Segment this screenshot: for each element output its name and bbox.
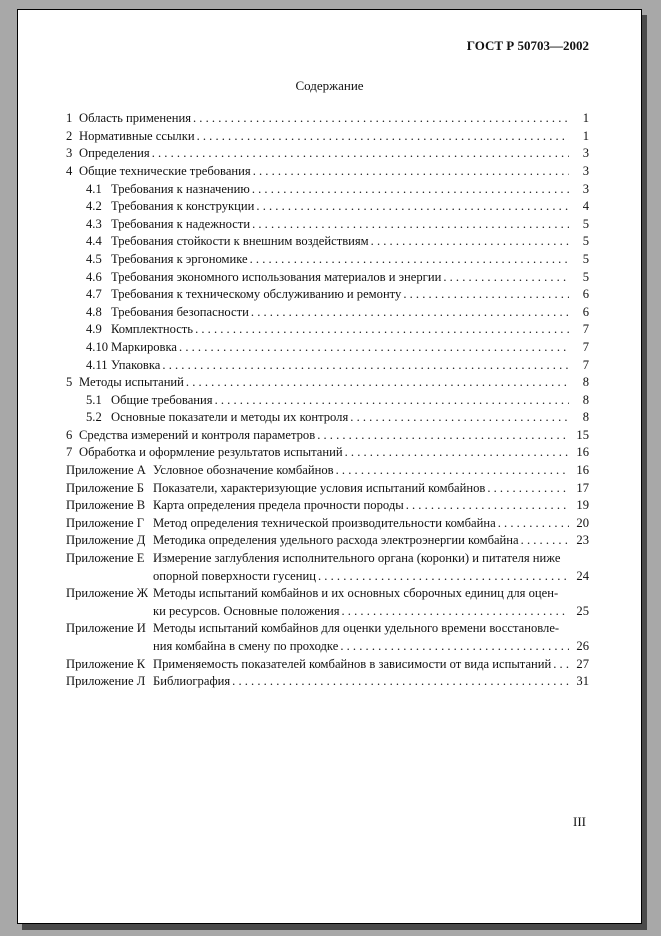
toc-entry-body	[79, 427, 589, 445]
toc-entry-page: 19	[576, 498, 589, 513]
dot-leader	[197, 128, 569, 146]
toc-entry-label: Методы испытаний комбайнов и их основных сборочных единиц для оцен-	[153, 586, 559, 601]
dot-leader	[195, 321, 569, 339]
toc-entry	[66, 392, 589, 410]
toc-entry	[66, 339, 589, 357]
toc-entry-body	[79, 145, 589, 163]
dot-leader	[553, 656, 569, 674]
toc-entry-body	[111, 339, 589, 357]
toc-entry-number: Приложение Д	[66, 533, 146, 548]
toc-entry	[66, 462, 589, 480]
toc-entry	[66, 321, 589, 339]
toc-entry-label: Требования к надежности	[111, 216, 251, 231]
toc-entry-number: Приложение Л	[66, 674, 146, 689]
toc-entry-label: Общие технические требования	[79, 163, 251, 178]
toc-entry-label: Методы испытаний	[79, 375, 184, 390]
toc-entry-number: 4.11	[86, 357, 108, 372]
dot-leader	[336, 462, 569, 480]
toc-entry-page: 27	[576, 656, 589, 671]
toc-entry-label: Средства измерений и контроля параметров	[79, 427, 316, 442]
toc-entry-body	[153, 462, 589, 480]
toc-entry-page: 16	[576, 445, 589, 460]
dot-leader	[406, 497, 569, 515]
toc-entry-body	[79, 110, 589, 128]
dot-leader	[215, 392, 569, 410]
toc-entry	[66, 374, 589, 392]
toc-entry-body	[111, 269, 589, 287]
toc-entry-page: 6	[582, 287, 589, 302]
toc-entry-body	[153, 673, 589, 691]
toc-entry-body	[79, 128, 589, 146]
toc-entry-label: Условное обозначение комбайнов	[153, 463, 334, 478]
toc-entry-label: Общие требования	[111, 392, 213, 407]
toc-entry-number: Приложение А	[66, 463, 146, 478]
toc-entry	[66, 585, 589, 620]
toc-entry-number: 4.1	[86, 181, 102, 196]
toc-entry-body	[111, 251, 589, 269]
toc-entry-label: Требования к конструкции	[111, 199, 255, 214]
toc-entry-body	[111, 392, 589, 410]
toc-entry	[66, 673, 589, 691]
toc-entry-label: Применяемость показателей комбайнов в зависимости от вида испытаний	[153, 656, 552, 671]
dot-leader	[250, 251, 569, 269]
toc-entry-number: 5.1	[86, 392, 102, 407]
dot-leader	[345, 444, 569, 462]
toc-entry-body	[153, 480, 589, 498]
dot-leader	[521, 532, 569, 550]
dot-leader	[179, 339, 569, 357]
toc-entry-label: Метод определения технической производительности комбайна	[153, 515, 496, 530]
toc-entry-label: Нормативные ссылки	[79, 128, 195, 143]
toc-entry	[66, 286, 589, 304]
toc-entry-label: Показатели, характеризующие условия испытаний комбайнов	[153, 480, 486, 495]
toc-entry-number: 4	[66, 163, 73, 178]
toc-entry-page: 23	[576, 533, 589, 548]
toc-entry-label-continued: опорной поверхности гусениц	[153, 568, 316, 583]
toc-entry-number: Приложение И	[66, 621, 146, 636]
toc-entry-body	[111, 198, 589, 216]
toc-entry-number: Приложение Е	[66, 551, 145, 566]
toc-entry	[66, 550, 589, 585]
dot-leader	[350, 409, 569, 427]
toc-entry-page: 5	[582, 269, 589, 284]
toc-entry-page: 17	[576, 480, 589, 495]
toc-entry-body	[111, 286, 589, 304]
toc-entry-body	[153, 497, 589, 515]
toc-entry	[66, 145, 589, 163]
toc-entry	[66, 656, 589, 674]
toc-entry-number: 7	[66, 445, 73, 460]
dot-leader	[251, 304, 569, 322]
toc-entry-page: 20	[576, 515, 589, 530]
toc-entry-number: 5	[66, 375, 73, 390]
dot-leader	[403, 286, 569, 304]
toc-entry-label: Маркировка	[111, 339, 178, 354]
toc-entry-label: Библиография	[153, 674, 231, 689]
toc-entry-label: Требования стойкости к внешним воздействиям	[111, 234, 369, 249]
toc-entry	[66, 620, 589, 655]
toc-entry-page: 5	[582, 216, 589, 231]
document-page	[17, 9, 642, 924]
toc-entry-number: Приложение Б	[66, 480, 144, 495]
toc-list	[66, 110, 589, 691]
toc-entry-number: 4.6	[86, 269, 102, 284]
toc-entry-page: 3	[582, 181, 589, 196]
toc-entry-page: 7	[582, 357, 589, 372]
dot-leader	[340, 638, 569, 656]
toc-entry-number: Приложение В	[66, 498, 146, 513]
toc-entry-body	[111, 304, 589, 322]
toc-entry	[66, 497, 589, 515]
toc-entry-number: 5.2	[86, 410, 102, 425]
toc-entry-label: Определения	[79, 146, 150, 161]
toc-entry-body	[153, 585, 589, 620]
toc-entry-page: 24	[576, 568, 589, 583]
toc-entry-page: 7	[582, 339, 589, 354]
dot-leader	[152, 145, 569, 163]
toc-entry-number: 4.8	[86, 304, 102, 319]
toc-entry-page: 15	[576, 427, 589, 442]
toc-entry-label: Требования безопасности	[111, 304, 249, 319]
toc-entry-number: Приложение Г	[66, 515, 145, 530]
toc-entry-label: Требования к назначению	[111, 181, 250, 196]
toc-entry-number: 4.2	[86, 199, 102, 214]
dot-leader	[186, 374, 569, 392]
toc-entry-page: 1	[582, 111, 589, 126]
toc-entry-label: Требования экономного использования материалов и энергии	[111, 269, 442, 284]
toc-entry-number: 4.4	[86, 234, 102, 249]
toc-entry	[66, 480, 589, 498]
toc-entry-page: 6	[582, 304, 589, 319]
toc-entry-page: 8	[582, 410, 589, 425]
toc-entry	[66, 128, 589, 146]
toc-entry-label: Методика определения удельного расхода электроэнергии комбайна	[153, 533, 519, 548]
toc-entry-body	[153, 550, 589, 585]
dot-leader	[253, 163, 569, 181]
toc-entry-body	[111, 409, 589, 427]
toc-entry-label: Методы испытаний комбайнов для оценки удельного времени восстановле-	[153, 621, 560, 636]
toc-entry-body	[153, 532, 589, 550]
dot-leader	[162, 357, 569, 375]
toc-entry	[66, 444, 589, 462]
toc-entry-page: 5	[582, 251, 589, 266]
toc-entry-number: 4.10	[86, 339, 109, 354]
dot-leader	[252, 181, 569, 199]
toc-entry-number: 2	[66, 128, 73, 143]
toc-entry-page: 1	[582, 128, 589, 143]
dot-leader	[487, 480, 569, 498]
toc-entry	[66, 198, 589, 216]
toc-entry-body	[111, 357, 589, 375]
page-title: Содержание	[295, 77, 364, 93]
toc-entry-number: 4.9	[86, 322, 102, 337]
toc-entry-page: 4	[582, 199, 589, 214]
dot-leader	[498, 515, 569, 533]
toc-entry-page: 31	[576, 674, 589, 689]
toc-entry-page: 26	[576, 639, 589, 653]
dot-leader	[371, 233, 569, 251]
toc-entry-body	[111, 181, 589, 199]
toc-entry-label: Упаковка	[111, 357, 161, 372]
toc-entry-label: Обработка и оформление результатов испытаний	[79, 445, 343, 460]
dot-leader	[317, 427, 569, 445]
toc-entry-body	[111, 216, 589, 234]
toc-entry-number: 1	[66, 111, 73, 126]
toc-entry-body	[79, 444, 589, 462]
toc-entry	[66, 163, 589, 181]
toc-entry-label: Комплектность	[111, 322, 194, 337]
toc-entry-number: Приложение К	[66, 656, 146, 671]
toc-entry	[66, 269, 589, 287]
toc-entry	[66, 110, 589, 128]
toc-entry	[66, 251, 589, 269]
toc-entry-number: Приложение Ж	[66, 586, 149, 601]
toc-entry-label: Требования к техническому обслуживанию и ремонту	[111, 287, 402, 302]
toc-entry-label: Требования к эргономике	[111, 251, 248, 266]
dot-leader	[256, 198, 569, 216]
toc-entry-page: 8	[582, 375, 589, 390]
toc-entry-body	[111, 321, 589, 339]
toc-entry-page: 5	[582, 234, 589, 249]
toc-entry-number: 4.5	[86, 251, 102, 266]
toc-entry-number: 6	[66, 427, 73, 442]
page-number: III	[573, 814, 586, 830]
toc-entry-label-continued: ния комбайна в смену по проходке	[153, 639, 339, 653]
toc-entry-number: 4.7	[86, 287, 102, 302]
toc-entry-label: Карта определения предела прочности породы	[153, 498, 404, 513]
dot-leader	[232, 673, 569, 691]
dot-leader	[318, 568, 569, 586]
toc-entry	[66, 427, 589, 445]
toc-entry-number: 4.3	[86, 216, 102, 231]
toc-entry	[66, 409, 589, 427]
standard-reference: ГОСТ Р 50703—2002	[466, 38, 589, 53]
toc-entry-label: Область применения	[79, 111, 191, 126]
dot-leader	[443, 269, 569, 287]
toc-entry-body	[153, 656, 589, 674]
toc-entry-page: 7	[582, 322, 589, 337]
dot-leader	[342, 603, 570, 621]
toc-entry-body	[79, 374, 589, 392]
toc-entry	[66, 304, 589, 322]
toc-entry-body	[111, 233, 589, 251]
toc-entry-page: 25	[576, 603, 589, 618]
toc-entry	[66, 216, 589, 234]
toc-entry-page: 8	[582, 392, 589, 407]
toc-entry	[66, 181, 589, 199]
toc-entry-page: 16	[576, 463, 589, 478]
toc-entry-body	[153, 515, 589, 533]
toc-entry	[66, 515, 589, 533]
toc-entry	[66, 532, 589, 550]
toc-entry-page: 3	[582, 163, 589, 178]
toc-entry-body	[79, 163, 589, 181]
toc-entry	[66, 233, 589, 251]
toc-entry-label: Основные показатели и методы их контроля	[111, 410, 349, 425]
dot-leader	[193, 110, 569, 128]
toc-entry-page: 3	[582, 146, 589, 161]
toc-entry-label: Измерение заглубления исполнительного органа (коронки) и питателя ниже	[153, 551, 561, 566]
toc-entry-body	[153, 620, 589, 655]
toc-entry-label-continued: ки ресурсов. Основные положения	[153, 603, 340, 618]
toc-entry	[66, 357, 589, 375]
dot-leader	[252, 216, 569, 234]
toc-entry-number: 3	[66, 146, 73, 161]
